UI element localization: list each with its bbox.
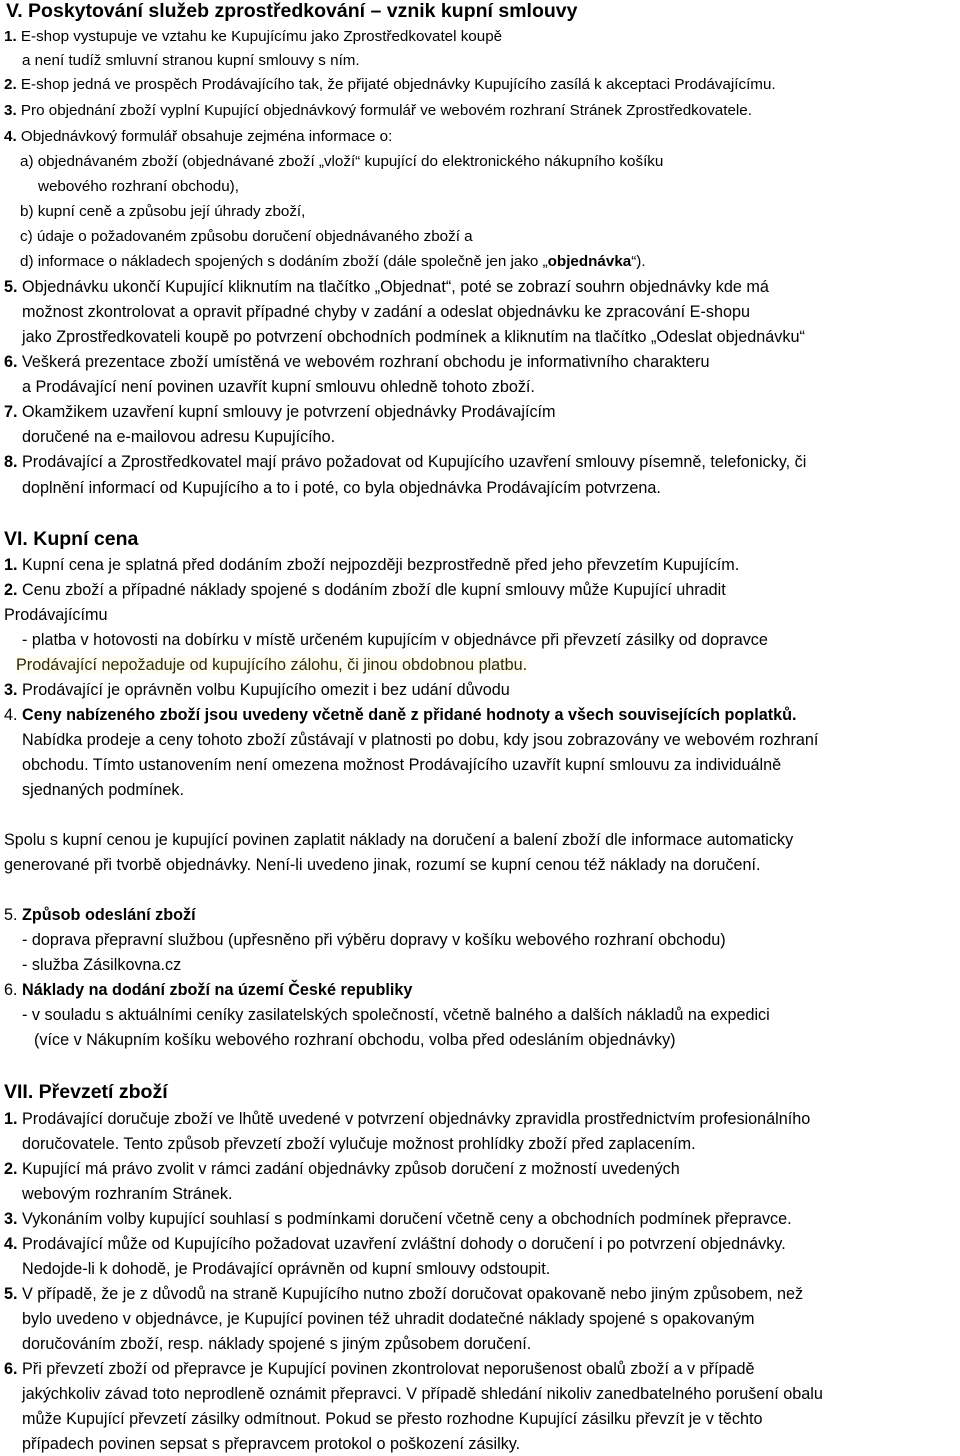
text-run: Nabídka prodeje a ceny tohoto zboží zůstávají v platnosti po dobu, kdy jsou zobrazovány ve webovém rozhraní (22, 731, 819, 749)
text-run: - v souladu s aktuálními ceníky zasilatelských společností, včetně balného a dalších nákladů na expedici (22, 1006, 770, 1024)
text-run: Objednávkový formulář obsahuje zejména informace o: (16, 128, 393, 145)
text-run: doplnění informací od Kupujícího a to i poté, co byla objednávka Prodávajícím potvrzena. (22, 479, 661, 497)
text-line (4, 980, 412, 1000)
text-run: d) informace o nákladech spojených s dodáním zboží (dále společně jen jako „ (20, 253, 548, 270)
text-run: doručené na e-mailovou adresu Kupujícího. (22, 428, 336, 446)
text-run: a) objednávaném zboží (objednávané zboží „vloží“ kupující do elektronického nákupního košíku (20, 153, 664, 170)
text-line (4, 705, 796, 725)
text-line (4, 277, 769, 297)
text-run: “). (631, 253, 646, 270)
text-run: a Prodávající není povinen uzavřít kupní smlouvu ohledně tohoto zboží. (22, 378, 535, 396)
text-line (4, 1109, 810, 1129)
text-line (22, 780, 184, 800)
text-run: 4. (4, 706, 22, 724)
text-run: VII. Převzetí zboží (4, 1081, 168, 1103)
text-line (16, 655, 527, 675)
text-run: b) kupní ceně a způsobu její úhrady zboží, (20, 203, 306, 220)
text-line (22, 755, 781, 775)
text-run: Nedojde-li k dohodě, je Prodávající oprávněn od kupní smlouvy odstoupit. (22, 1260, 551, 1278)
text-run: Cenu zboží a případné náklady spojené s dodáním zboží dle kupní smlouvy může Kupující uhradit (17, 581, 726, 599)
text-line (4, 1284, 803, 1304)
text-run: Prodávající doručuje zboží ve lhůtě uvedené v potvrzení objednávky zpravidla prostřednictvím profesionálního (17, 1110, 811, 1128)
text-line (20, 252, 646, 272)
text-run: Kupující má právo zvolit v rámci zadání objednávky způsob doručení z možností uvedených (17, 1160, 680, 1178)
bold-text-run: 2. (4, 76, 17, 93)
text-run: E-shop jedná ve prospěch Prodávajícího tak, že přijaté objednávky Kupujícího zasílá k akceptaci Prodávajícímu. (16, 76, 776, 93)
bold-text-run: 8. (4, 453, 18, 471)
bold-text-run: 6. (4, 1360, 18, 1378)
text-run: případech povinen sepsat s přepravcem protokol o poškození zásilky. (22, 1435, 521, 1453)
text-line (22, 1184, 233, 1204)
text-run: Okamžikem uzavření kupní smlouvy je potvrzení objednávky Prodávajícím (17, 403, 556, 421)
text-line (22, 478, 661, 498)
text-run: - platba v hotovosti na dobírku v místě určeném kupujícím v objednávce při převzetí zásilky od dopravce (22, 631, 768, 649)
text-line (22, 1259, 550, 1279)
text-run: - služba Zásilkovna.cz (22, 956, 182, 974)
text-line (4, 1234, 786, 1254)
text-run: Pro objednání zboží vyplní Kupující objednávkový formulář ve webovém rozhraní Stránek Zprostředkovatele. (16, 102, 752, 119)
bold-text-run: 1. (4, 556, 18, 574)
text-run: obchodu. Tímto ustanovením není omezena možnost Prodávajícího uzavřít kupní smlouvu za individuálně (22, 756, 782, 774)
text-run: c) údaje o požadovaném způsobu doručení objednávaného zboží a (20, 228, 473, 245)
text-line (22, 1409, 763, 1429)
bold-text-run: Náklady na dodání zboží na území České republiky (22, 981, 413, 999)
bold-text-run: 4. (4, 1235, 18, 1253)
text-line (38, 177, 239, 197)
text-line (4, 1209, 792, 1229)
text-run: (více v Nákupním košíku webového rozhraní obchodu, volba před odesláním objednávky) (34, 1031, 676, 1049)
text-run: a není tudíž smluvní stranou kupní smlouvy s ním. (22, 52, 360, 69)
text-line (22, 955, 181, 975)
text-line (22, 1309, 755, 1329)
text-run: doručováním zboží, resp. náklady spojené s jiným způsobem doručení. (22, 1335, 532, 1353)
text-run: VI. Kupní cena (4, 528, 139, 550)
text-line (4, 352, 709, 372)
text-run: Prodávajícímu (4, 606, 108, 624)
text-run: webovým rozhraním Stránek. (22, 1185, 233, 1203)
text-run: webového rozhraní obchodu), (38, 178, 239, 195)
bold-text-run: Způsob odeslání zboží (22, 906, 196, 924)
text-line (22, 930, 726, 950)
section-heading (4, 1080, 168, 1104)
bold-text-run: 3. (4, 102, 17, 119)
text-run: jakýchkoliv závad toto neprodleně oznámit přepravci. V případě shledání nikoliv zanedbatelného porušení obalu (22, 1385, 823, 1403)
text-line (4, 1359, 754, 1379)
text-line (20, 202, 305, 222)
bold-text-run: 5. (4, 1285, 18, 1303)
text-line (4, 1159, 680, 1179)
text-run: 6. (4, 981, 22, 999)
text-run: 5. (4, 906, 22, 924)
bold-text-run: objednávka (547, 253, 632, 270)
text-run: Veškerá prezentace zboží umístěná ve webovém rozhraní obchodu je informativního charakteru (17, 353, 710, 371)
text-line (4, 605, 107, 625)
text-line (4, 27, 502, 47)
text-line (22, 730, 818, 750)
text-run: V případě, že je z důvodů na straně Kupujícího nutno zboží doručovat opakovaně nebo jiným způsobem, než (17, 1285, 804, 1303)
text-run: Vykonáním volby kupující souhlasí s podmínkami doručení včetně ceny a obchodních podmínek přepravce. (17, 1210, 792, 1228)
text-line (34, 1030, 676, 1050)
text-run: sjednaných podmínek. (22, 781, 184, 799)
text-line (22, 1384, 823, 1404)
text-line (22, 427, 335, 447)
text-line (22, 51, 360, 71)
text-run: Objednávku ukončí Kupující kliknutím na tlačítko „Objednat“, poté se zobrazí souhrn objednávky kde má (17, 278, 769, 296)
bold-text-run: 7. (4, 403, 18, 421)
text-run: Prodávající může od Kupujícího požadovat uzavření zvláštní dohody o doručení i po potvrzení objednávky. (17, 1235, 786, 1253)
text-line (20, 152, 663, 172)
bold-text-run: 3. (4, 1210, 18, 1228)
text-line (22, 302, 750, 322)
text-run: Prodávající je oprávněn volbu Kupujícího omezit i bez udání důvodu (17, 681, 510, 699)
bold-text-run: Ceny nabízeného zboží jsou uvedeny včetně daně z přidané hodnoty a všech souvisejících poplatků. (22, 706, 797, 724)
text-line (22, 1434, 520, 1454)
text-line (4, 452, 806, 472)
text-line (4, 680, 510, 700)
text-line (4, 555, 739, 575)
section-heading (4, 527, 138, 551)
bold-text-run: 4. (4, 128, 17, 145)
text-run: Při převzetí zboží od přepravce je Kupující povinen zkontrolovat neporušenost obalů zboží a v případě (17, 1360, 755, 1378)
text-line (4, 402, 556, 422)
text-run: bylo uvedeno v objednávce, je Kupující povinen též uhradit dodatečné náklady spojené s opakovaným (22, 1310, 755, 1328)
bold-text-run: 5. (4, 278, 18, 296)
text-line (22, 377, 535, 397)
text-line (4, 101, 752, 121)
text-line (20, 227, 473, 247)
text-line (4, 580, 726, 600)
text-line (4, 830, 793, 850)
text-line (4, 855, 760, 875)
bold-text-run: 6. (4, 353, 18, 371)
text-line (22, 630, 768, 650)
text-line (4, 905, 196, 925)
text-run: může Kupující převzetí zásilky odmítnout. Pokud se přesto rozhodne Kupující zásilku převzít je v těchto (22, 1410, 763, 1428)
text-run: Prodávající nepožaduje od kupujícího zálohu, či jinou obdobnou platbu. (16, 656, 528, 674)
bold-text-run: 1. (4, 28, 17, 45)
text-line (22, 1005, 770, 1025)
text-run: V. Poskytování služeb zprostředkování – vznik kupní smlouvy (6, 0, 578, 22)
text-run: doručovatele. Tento způsob převzetí zboží vylučuje možnost prohlídky zboží před zaplacením. (22, 1135, 696, 1153)
text-run: možnost zkontrolovat a opravit případné chyby v zadání a odeslat objednávku ke zpracování E-shopu (22, 303, 750, 321)
bold-text-run: 2. (4, 1160, 18, 1178)
text-line (22, 1334, 531, 1354)
text-line (22, 327, 805, 347)
bold-text-run: 2. (4, 581, 18, 599)
bold-text-run: 3. (4, 681, 18, 699)
text-run: Spolu s kupní cenou je kupující povinen zaplatit náklady na doručení a balení zboží dle informace automaticky (4, 831, 794, 849)
text-run: Kupní cena je splatná před dodáním zboží nejpozději bezprostředně před jeho převzetím Kupujícím. (17, 556, 740, 574)
text-run: Prodávající a Zprostředkovatel mají právo požadovat od Kupujícího uzavření smlouvy písemně, telefonicky, či (17, 453, 807, 471)
text-line (22, 1134, 696, 1154)
text-run: - doprava přepravní službou (upřesněno při výběru dopravy v košíku webového rozhraní obchodu) (22, 931, 726, 949)
text-run: E-shop vystupuje ve vztahu ke Kupujícímu jako Zprostředkovatel koupě (16, 28, 503, 45)
text-line (4, 75, 776, 95)
text-line (4, 127, 392, 147)
text-run: generované při tvorbě objednávky. Není-li uvedeno jinak, rozumí se kupní cenou též náklady na doručení. (4, 856, 761, 874)
bold-text-run: 1. (4, 1110, 18, 1128)
text-run: jako Zprostředkovateli koupě po potvrzení obchodních podmínek a kliknutím na tlačítko „Odeslat objednávku“ (22, 328, 805, 346)
section-heading (6, 0, 577, 23)
